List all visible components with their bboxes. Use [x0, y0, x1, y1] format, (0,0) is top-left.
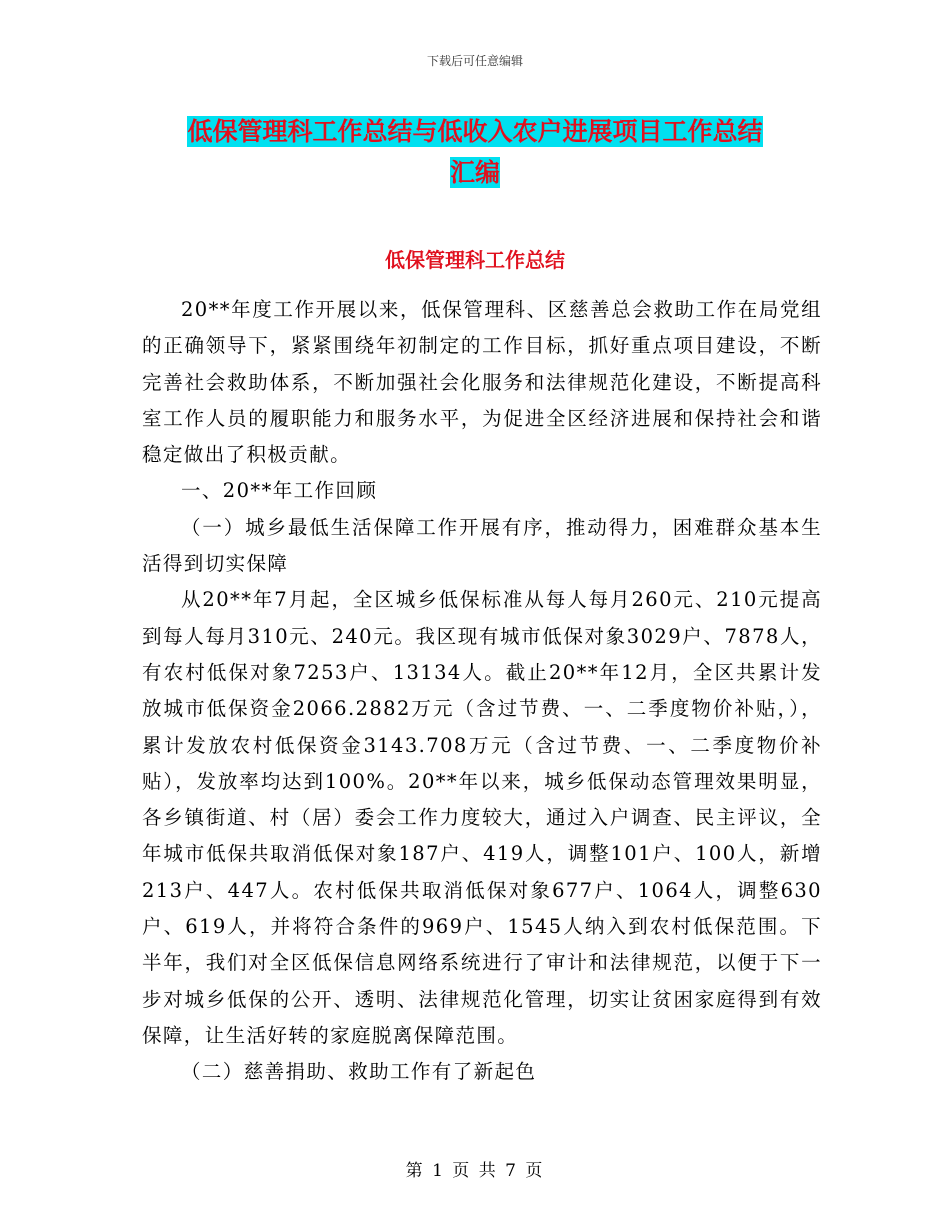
document-title-text-1: 低保管理科工作总结与低收入农户进展项目工作总结	[187, 117, 763, 146]
section-title: 低保管理科工作总结	[385, 248, 565, 272]
header-note: 下载后可任意编辑	[426, 54, 523, 68]
page-footer: 第 1 页 共 7 页	[405, 1161, 545, 1181]
heading-charity: （二）慈善捐助、救助工作有了新起色	[181, 1060, 537, 1084]
document-title-text-2: 汇编	[449, 158, 500, 187]
document-body	[142, 292, 822, 1091]
document-title-line-1	[0, 110, 950, 154]
document-title-line-2	[0, 151, 950, 195]
heading-review: 一、20**年工作回顾	[181, 479, 378, 503]
paragraph-subsistence-details: 从20**年7月起，全区城乡低保标准从每人每月260元、210元提高到每人每月310元、240元。我区现有城市低保对象3029户、7878人，有农村低保对象7253户、13134人。截止20**年12月，全区共累计发放城市低保资金2066.2882万元（含过节费、一、二季度物价补贴，），累计发放农村低保资金3143.708万元（含过节费、一、二季度物价补贴），发放率均达到100%。20**年以来，城乡低保动态管理效果明显，各乡镇街道、村（居）委会工作力度较大，通过入户调查、民主评议，全年城市低保共取消低保对象187户、419人，调整101户、100人，新增213户、447人。农村低保共取消低保对象677户、1064人，调整630户、619人，并将符合条件的969户、1545人纳入到农村低保范围。下半年，我们对全区低保信息网络系统进行了审计和法律规范，以便于下一步对城乡低保的公开、透明、法律规范化管理，切实让贫困家庭得到有效保障，让生活好转的家庭脱离保障范围。	[142, 588, 822, 1047]
heading-subsistence: （一）城乡最低生活保障工作开展有序，推动得力，困难群众基本生活得到切实保障	[142, 515, 822, 576]
paragraph-intro: 20**年度工作开展以来，低保管理科、区慈善总会救助工作在局党组的正确领导下，紧紧围绕年初制定的工作目标，抓好重点项目建设，不断完善社会救助体系，不断加强社会化服务和法律规范化建设，不断提高科室工作人员的履职能力和服务水平，为促进全区经济进展和保持社会和谐稳定做出了积极贡献。	[142, 298, 822, 467]
